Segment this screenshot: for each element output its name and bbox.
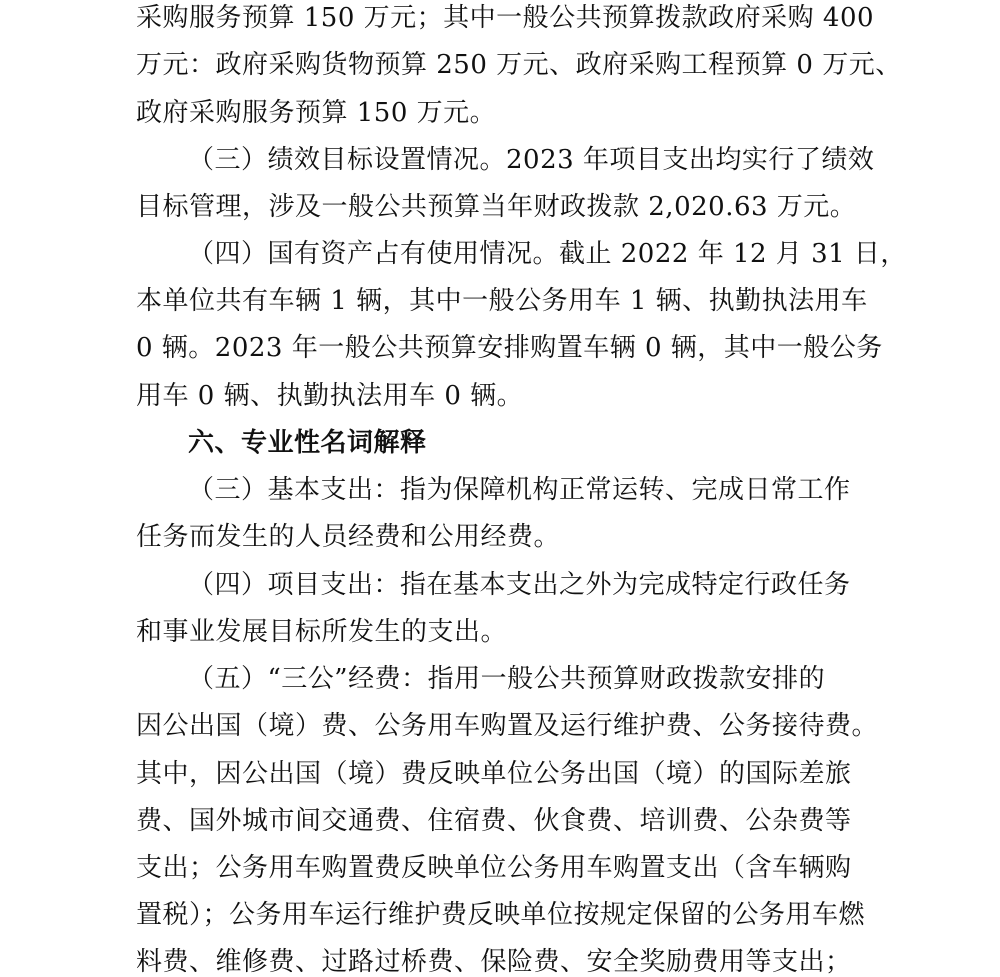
text-line: 和事业发展目标所发生的支出。	[136, 617, 508, 647]
text-line: 用车 0 辆、执勤执法用车 0 辆。	[136, 381, 524, 411]
text-line: 费、国外城市间交通费、住宿费、伙食费、培训费、公杂费等	[136, 806, 852, 836]
text-line: 采购服务预算 150 万元；其中一般公共预算拨款政府采购 400	[136, 3, 875, 33]
text-line: 任务而发生的人员经费和公用经费。	[136, 522, 561, 552]
text-line: 支出；公务用车购置费反映单位公务用车购置支出（含车辆购	[136, 853, 852, 883]
text-line: 政府采购服务预算 150 万元。	[136, 98, 497, 128]
text-line: 0 辆。2023 年一般公共预算安排购置车辆 0 辆，其中一般公务	[136, 333, 883, 363]
text-line: 万元：政府采购货物预算 250 万元、政府采购工程预算 0 万元、	[136, 50, 902, 80]
paragraph-start: （三）基本支出：指为保障机构正常运转、完成日常工作	[188, 475, 851, 505]
paragraph-start: （五）“三公”经费：指用一般公共预算财政拨款安排的	[188, 664, 826, 694]
section-heading: 六、专业性名词解释	[188, 428, 427, 458]
text-line: 其中，因公出国（境）费反映单位公务出国（境）的国际差旅	[136, 759, 852, 789]
text-line: 因公出国（境）费、公务用车购置及运行维护费、公务接待费。	[136, 711, 879, 741]
text-line: 置税）；公务用车运行维护费反映单位按规定保留的公务用车燃	[136, 900, 866, 930]
paragraph-start: （四）国有资产占有使用情况。截止 2022 年 12 月 31 日，	[188, 239, 907, 269]
text-line: 料费、维修费、过路过桥费、保险费、安全奖励费用等支出；	[136, 947, 852, 977]
text-line: 本单位共有车辆 1 辆，其中一般公务用车 1 辆、执勤执法用车	[136, 286, 868, 316]
paragraph-start: （三）绩效目标设置情况。2023 年项目支出均实行了绩效	[188, 145, 875, 175]
text-line: 目标管理，涉及一般公共预算当年财政拨款 2,020.63 万元。	[136, 192, 857, 222]
paragraph-start: （四）项目支出：指在基本支出之外为完成特定行政任务	[188, 570, 851, 600]
